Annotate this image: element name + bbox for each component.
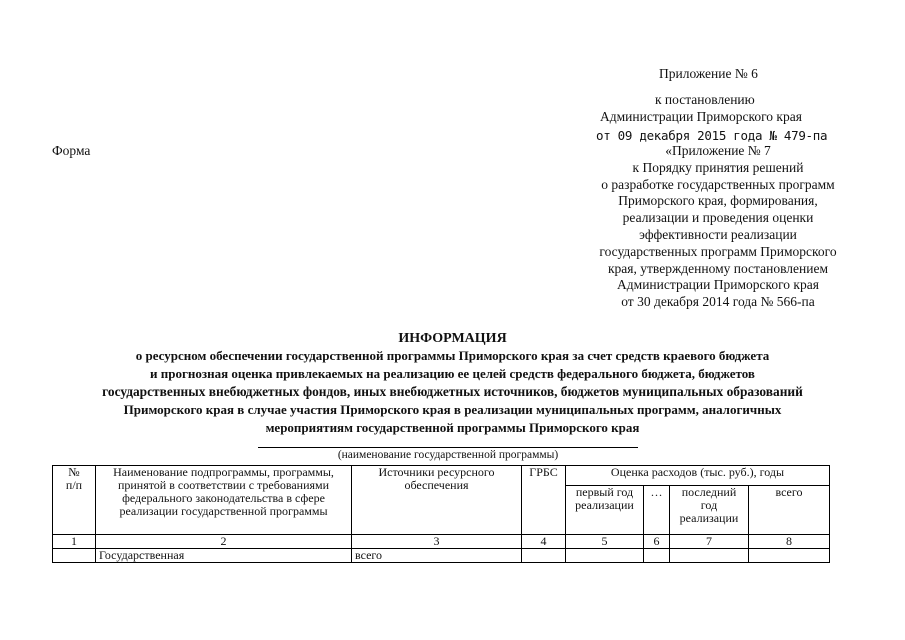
col-grbs-header: ГРБС	[522, 466, 566, 535]
appendix7-line: Администрации Приморского края	[617, 277, 819, 293]
appendix7-line: эффективности реализации	[639, 226, 797, 242]
subcol-first-year: первый год реализации	[566, 486, 644, 535]
heading-line: Приморского края в случае участия Приморского края в реализации муниципальных программ, аналогичных	[123, 402, 782, 417]
appendix-to-resolution: к постановлению	[655, 92, 755, 107]
appendix7-block	[578, 143, 858, 311]
row-program-name: Государственная	[96, 549, 352, 563]
col-number-cell: 8	[749, 535, 830, 549]
resource-table	[52, 465, 830, 563]
table-cell	[53, 549, 96, 563]
subcol-last-year: последний год реализации	[670, 486, 749, 535]
table-row	[53, 535, 830, 549]
col-estimate-header: Оценка расходов (тыс. руб.), годы	[566, 466, 830, 486]
col-number-header: № п/п	[53, 466, 96, 535]
col-sources-header: Источники ресурсного обеспечения	[352, 466, 522, 535]
appendix7-line: «Приложение № 7	[665, 143, 771, 158]
col-number-cell: 7	[670, 535, 749, 549]
program-caption: (наименование государственной программы)	[337, 449, 559, 461]
appendix7-line: о разработке государственных программ	[601, 176, 835, 192]
appendix7-line: Приморского края, формирования,	[618, 193, 818, 209]
heading-line: государственных внебюджетных фондов, иных внебюджетных источников, бюджетов муниципальных образований	[102, 384, 803, 399]
col-number-cell: 5	[566, 535, 644, 549]
appendix7-line: государственных программ Приморского	[599, 243, 837, 259]
col-number-cell: 1	[53, 535, 96, 549]
col-number-cell: 3	[352, 535, 522, 549]
heading-line: о ресурсном обеспечении государственной программы Приморского края за счет средств краевого бюджета	[135, 348, 770, 363]
col-number-cell: 4	[522, 535, 566, 549]
col-number-cell: 2	[96, 535, 352, 549]
appendix-title: Приложение № 6	[659, 66, 758, 81]
page-title: ИНФОРМАЦИЯ	[398, 331, 507, 346]
table-cell	[566, 549, 644, 563]
appendix-administration: Администрации Приморского края	[600, 109, 802, 124]
program-name-line	[258, 447, 638, 448]
appendix7-line: к Порядку принятия решений	[632, 159, 804, 175]
appendix7-line: реализации и проведения оценки	[622, 210, 814, 226]
table-cell	[670, 549, 749, 563]
table-cell	[749, 549, 830, 563]
heading-line: мероприятиям государственной программы Приморского края	[265, 420, 640, 435]
row-source: всего	[352, 549, 522, 563]
col-number-cell: 6	[644, 535, 670, 549]
table-cell	[644, 549, 670, 563]
form-label: Форма	[52, 143, 91, 158]
table-cell	[522, 549, 566, 563]
heading-line: и прогнозная оценка привлекаемых на реализацию ее целей средств федерального бюджета, бюджетов	[150, 366, 755, 381]
appendix7-line: края, утвержденному постановлением	[608, 260, 828, 276]
subcol-total: всего	[749, 486, 830, 535]
table-row	[53, 549, 830, 563]
subcol-dots: …	[644, 486, 670, 535]
appendix7-line: от 30 декабря 2014 года № 566-па	[621, 294, 815, 310]
col-name-header: Наименование подпрограммы, программы, принятой в соответствии с требованиями федерального законодательства в сфере реализации государственной программы	[96, 466, 352, 535]
appendix-stamp-date: от 09 декабря 2015 года № 479-па	[596, 128, 828, 143]
